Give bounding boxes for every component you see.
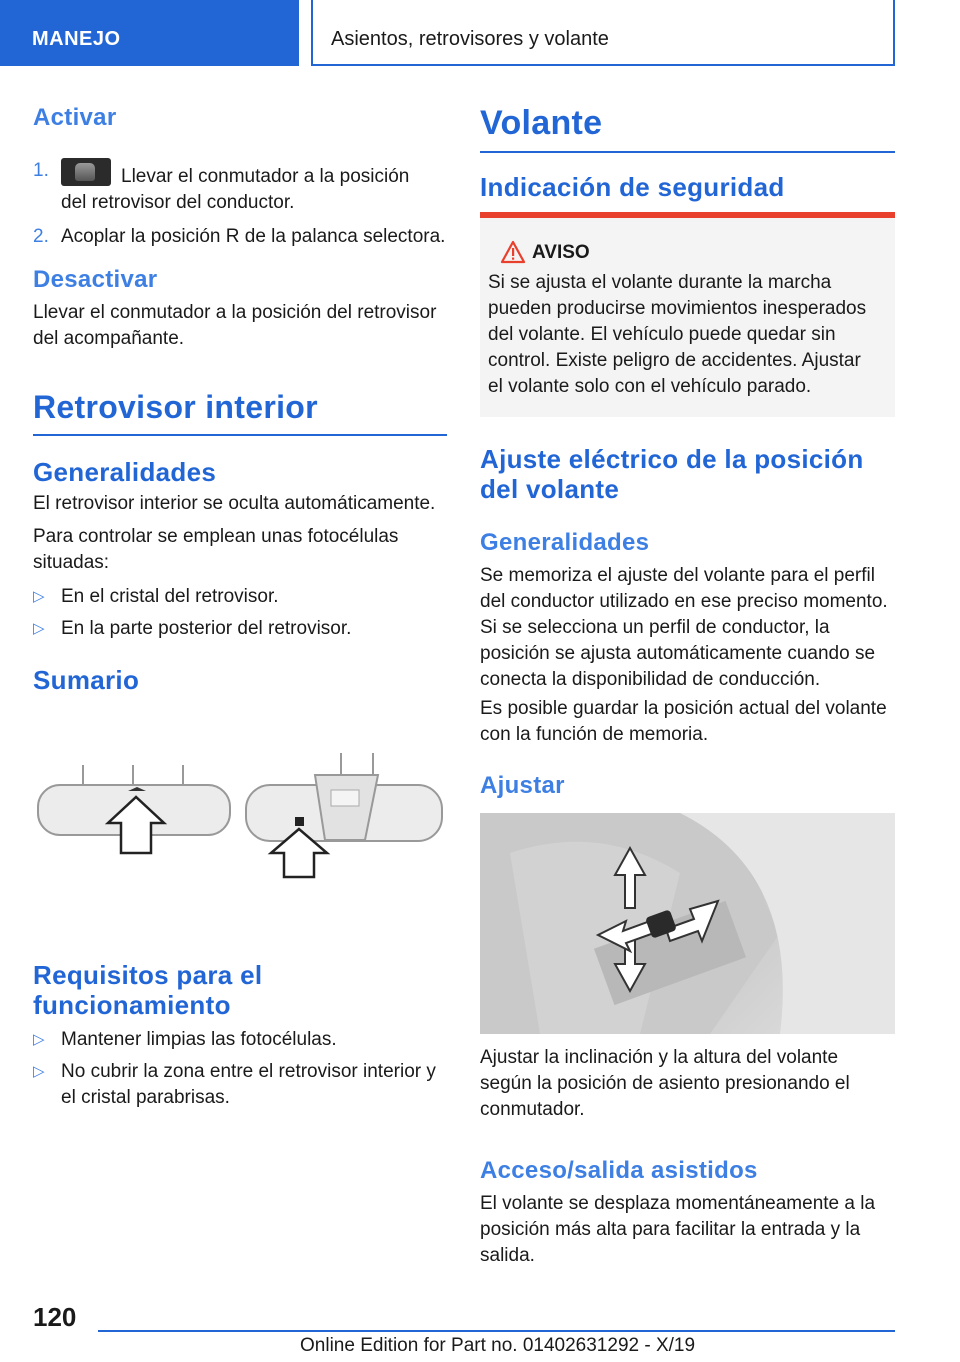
- generalidades-p1: Se memoriza el ajuste del volante para el perfil del conductor utilizado en ese preciso momento. Si se selecciona un perfil de conductor, la posición se ajusta automáticamente cuando se conecta la disponibilidad de conducción.: [480, 565, 888, 690]
- section-title: MANEJO: [32, 28, 121, 50]
- heading-sumario: Sumario: [33, 665, 140, 695]
- chapter-title: Asientos, retrovisores y volante: [331, 28, 609, 50]
- list-item: ▷ No cubrir la zona entre el retrovisor interior y el cristal parabrisas.: [33, 1059, 447, 1111]
- warning-box: [480, 212, 895, 417]
- warning-icon: [500, 240, 526, 264]
- heading-generalidades-volante: Generalidades: [480, 529, 650, 556]
- warning-text: Si se ajusta el volante durante la marcha pueden producirse movimientos inesperados del volante. El vehículo puede quedar sin control. Existe peligro de accidentes. Ajustar el volante solo con el vehículo parado.: [488, 272, 867, 397]
- heading-activar: Activar: [33, 104, 117, 131]
- acceso-text: El volante se desplaza momentáneamente a la posición más alta para facilitar la entrada y la salida.: [480, 1193, 876, 1266]
- sensor-back-icon: [295, 817, 304, 826]
- heading-ajuste-electrico: Ajuste eléctrico de la posición del volante: [480, 444, 864, 504]
- list-item: ▷ En el cristal del retrovisor.: [33, 584, 447, 610]
- page-number: 120: [33, 1302, 77, 1332]
- steering-switch-photo: [480, 813, 895, 1034]
- retrovisor-p2: Para controlar se emplean unas fotocélulas situadas:: [33, 526, 399, 573]
- section-tab: [0, 0, 299, 66]
- generalidades-p2: Es posible guardar la posición actual del volante con la función de memoria.: [480, 698, 887, 745]
- desactivar-text: Llevar el conmutador a la posición del retrovisor del acompañante.: [33, 302, 437, 349]
- heading-requisitos: Requisitos para el funcionamiento: [33, 960, 263, 1020]
- ajustar-caption: Ajustar la inclinación y la altura del volante según la posición de asiento presionando el conmutador.: [480, 1047, 850, 1120]
- requisitos-list: [33, 1027, 447, 1117]
- list-item: 1. Llevar el conmutador a la posición del retrovisor del conductor.: [33, 160, 410, 213]
- chapter-header: [311, 0, 895, 66]
- list-item: ▷ Mantener limpias las fotocélulas.: [33, 1027, 447, 1053]
- mirror-switch-icon: [61, 158, 111, 186]
- heading-desactivar: Desactivar: [33, 266, 158, 293]
- footer-edition: Online Edition for Part no. 01402631292 - X/19: [300, 1335, 696, 1356]
- photocell-list: [33, 584, 447, 648]
- retrovisor-p1: El retrovisor interior se oculta automáticamente.: [33, 493, 436, 514]
- list-item: 2. Acoplar la posición R de la palanca selectora.: [33, 226, 446, 247]
- mirror-illustration: [33, 745, 447, 885]
- activar-steps: [33, 158, 447, 250]
- heading-seguridad: Indicación de seguridad: [480, 172, 785, 202]
- heading-acceso-salida: Acceso/salida asistidos: [480, 1157, 758, 1184]
- heading-ajustar: Ajustar: [480, 772, 565, 799]
- heading-retrovisor-interior: Retrovisor interior: [33, 389, 447, 436]
- warning-title: AVISO: [488, 242, 879, 264]
- heading-volante: Volante: [480, 104, 895, 153]
- footer-divider: [98, 1330, 895, 1332]
- list-item: ▷ En la parte posterior del retrovisor.: [33, 616, 447, 642]
- heading-generalidades: Generalidades: [33, 457, 217, 487]
